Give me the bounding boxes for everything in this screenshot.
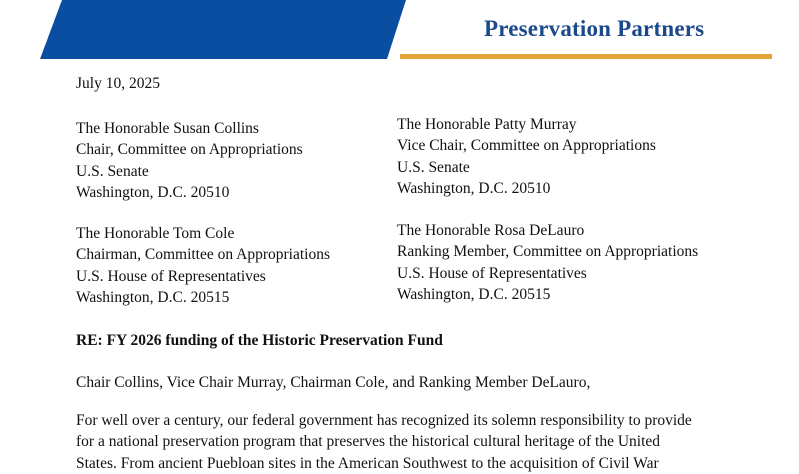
recipient-title: Chair, Committee on Appropriations <box>76 141 303 159</box>
recipient-chamber: U.S. House of Representatives <box>76 267 266 285</box>
recipient-block-delauro <box>397 220 698 305</box>
recipient-chamber: U.S. Senate <box>397 158 470 176</box>
body-paragraph <box>76 410 692 474</box>
body-line: States. From ancient Puebloan sites in the American Southwest to the acquisition of Civil War <box>76 454 659 472</box>
recipient-address: Washington, D.C. 20515 <box>397 285 551 303</box>
organization-name: Preservation Partners <box>484 16 705 41</box>
recipient-block-collins <box>76 118 303 203</box>
recipient-name: The Honorable Patty Murray <box>397 116 577 133</box>
letter-date: July 10, 2025 <box>76 75 160 92</box>
recipient-title: Ranking Member, Committee on Appropriations <box>397 243 699 261</box>
recipient-block-cole <box>76 223 330 308</box>
gold-accent-rule <box>400 54 772 59</box>
recipient-title: Vice Chair, Committee on Appropriations <box>397 137 656 155</box>
subject-line: RE: FY 2026 funding of the Historic Preservation Fund <box>76 332 443 349</box>
blue-banner-shape <box>40 0 406 59</box>
body-line: For well over a century, our federal government has recognized its solemn responsibility to provide <box>76 412 692 429</box>
body-line: for a national preservation program that preserves the historical cultural heritage of the United <box>76 433 661 451</box>
recipient-name: The Honorable Tom Cole <box>76 225 235 242</box>
recipient-block-murray <box>397 114 656 199</box>
salutation: Chair Collins, Vice Chair Murray, Chairman Cole, and Ranking Member DeLauro, <box>76 374 591 391</box>
recipient-address: Washington, D.C. 20510 <box>76 183 230 201</box>
recipient-chamber: U.S. House of Representatives <box>397 264 587 282</box>
recipient-name: The Honorable Rosa DeLauro <box>397 222 585 239</box>
recipient-chamber: U.S. Senate <box>76 162 149 180</box>
recipient-address: Washington, D.C. 20515 <box>76 288 230 306</box>
recipient-name: The Honorable Susan Collins <box>76 120 259 137</box>
recipient-title: Chairman, Committee on Appropriations <box>76 246 330 264</box>
recipient-address: Washington, D.C. 20510 <box>397 179 551 197</box>
